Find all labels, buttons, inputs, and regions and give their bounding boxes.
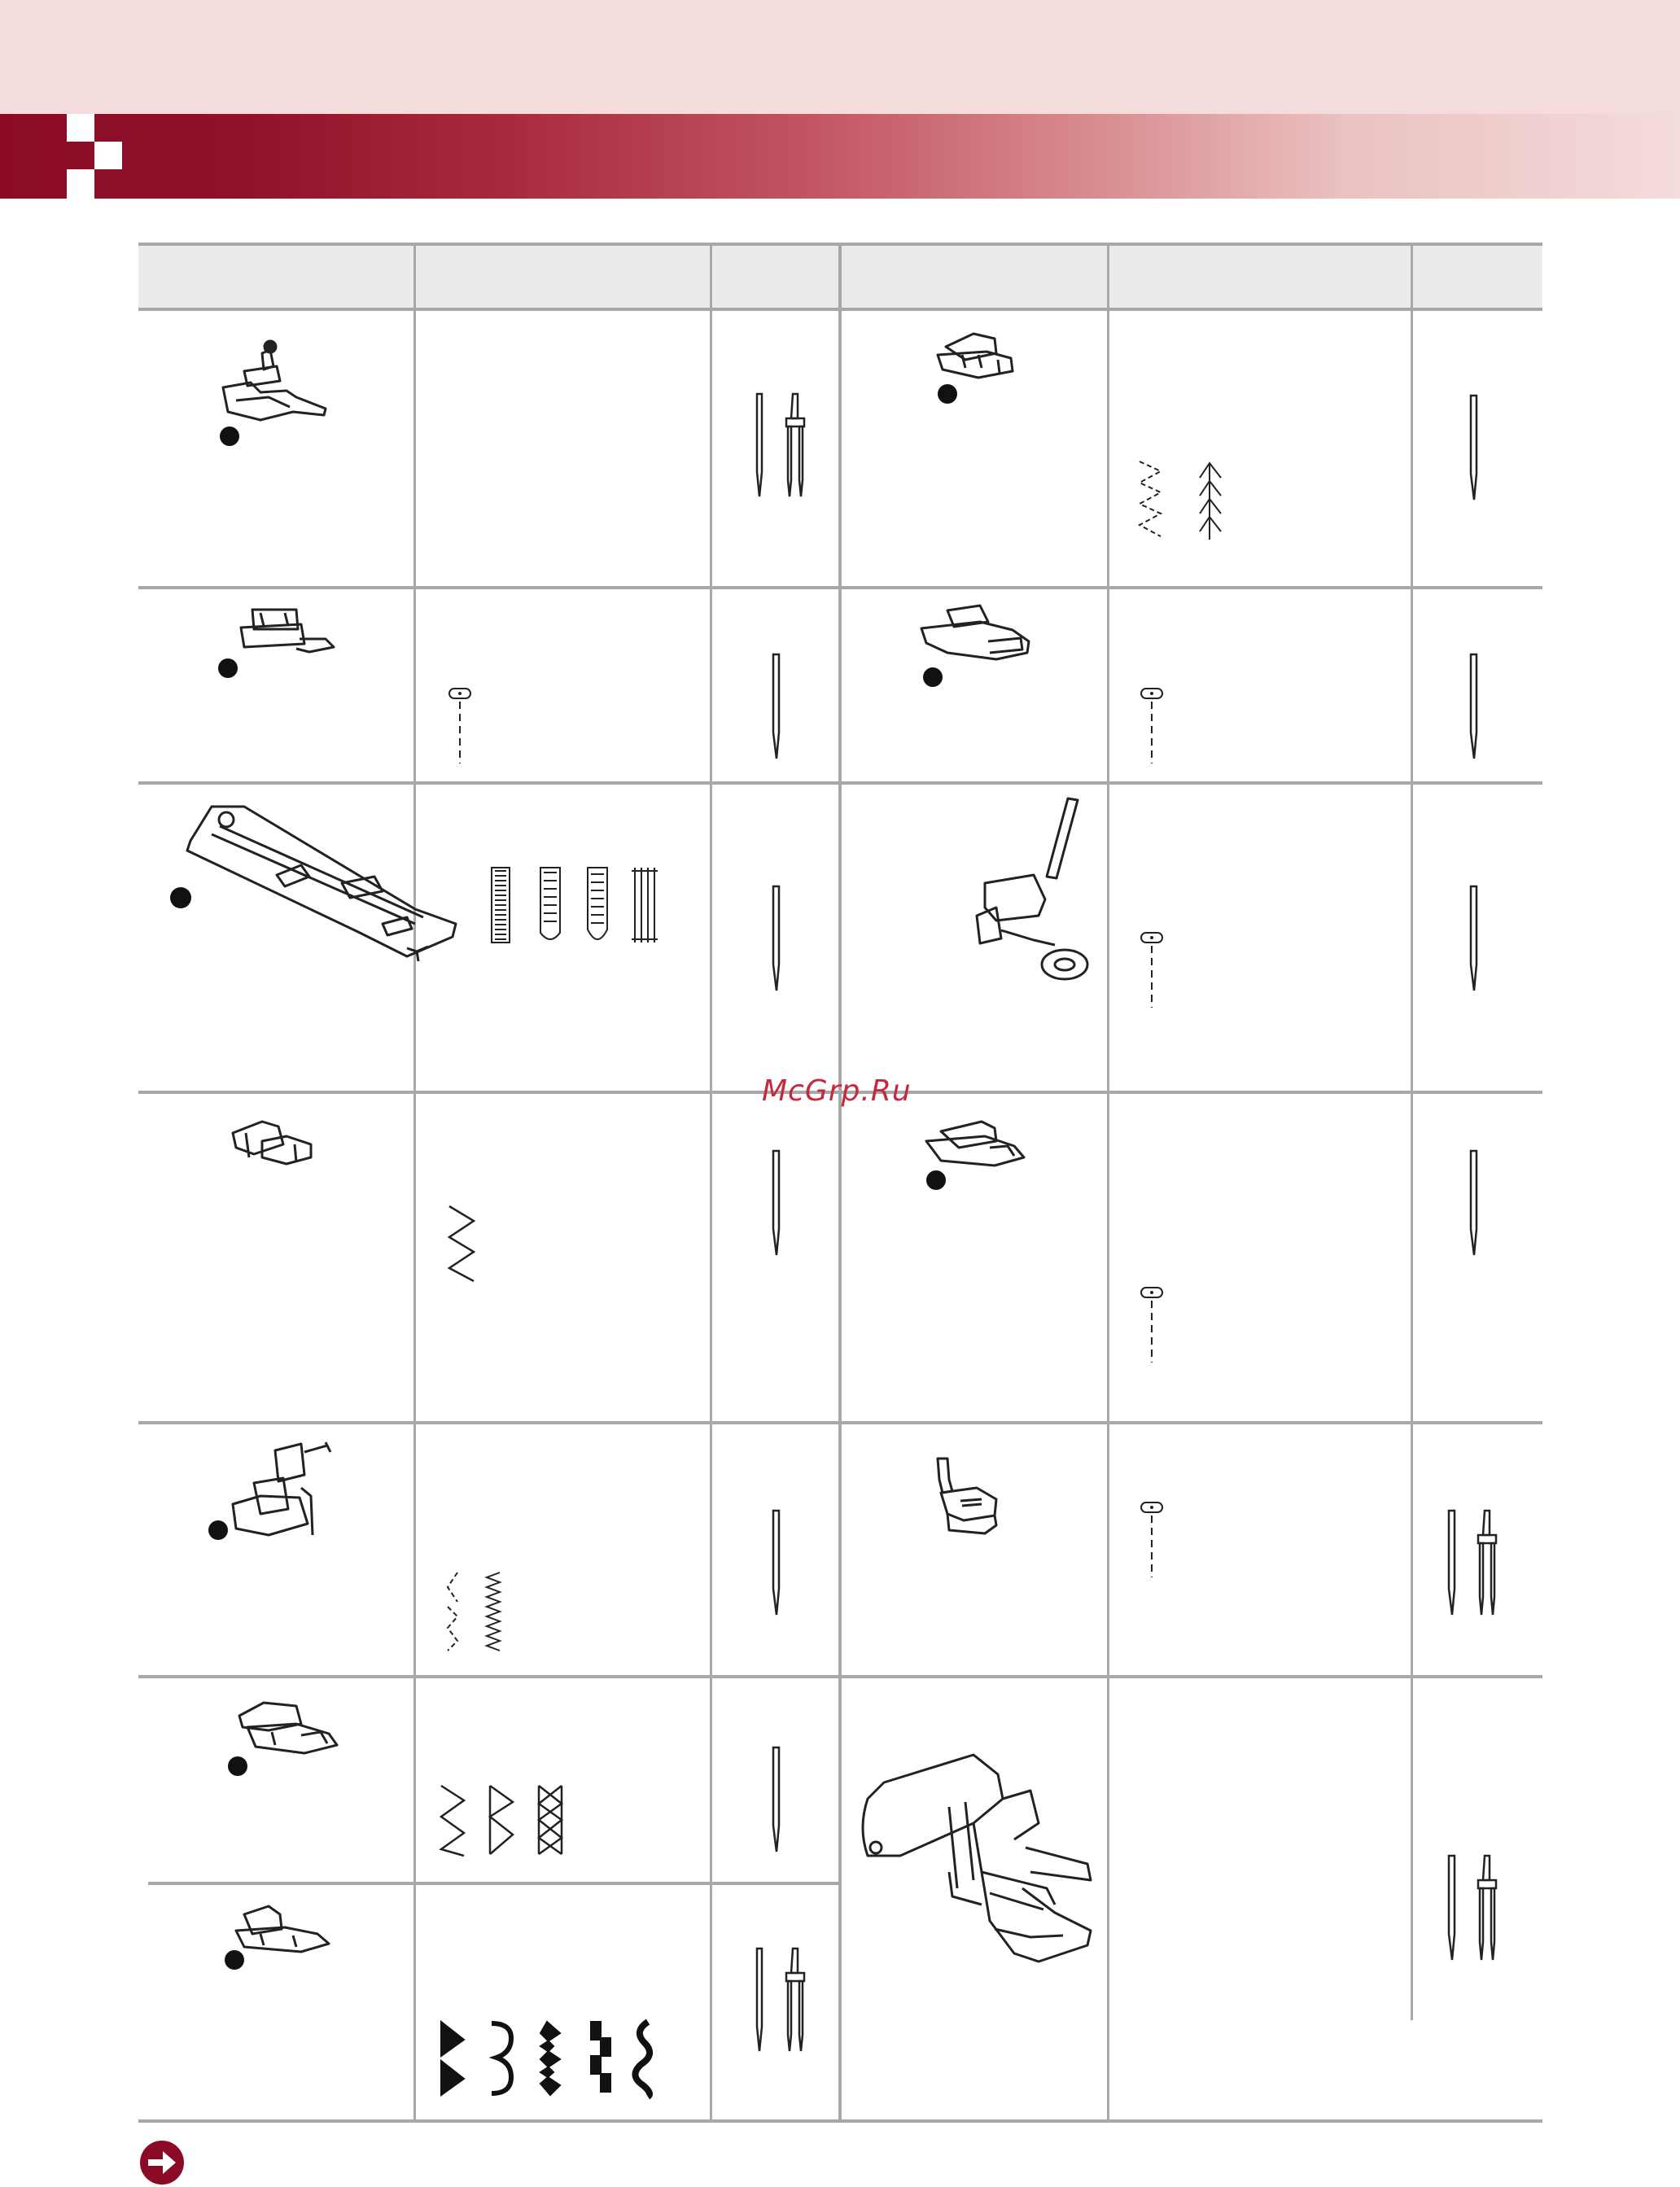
needle-icon [768, 883, 785, 993]
presser-foot-icon [223, 1699, 345, 1777]
needle-icon [768, 1507, 785, 1617]
needle-icon [1444, 1852, 1460, 1962]
presser-foot-icon [915, 602, 1037, 692]
watermark: McGrp.Ru [762, 1074, 912, 1108]
needle-icon [1466, 651, 1482, 761]
table-rule [1411, 243, 1413, 2020]
presser-foot-icon [220, 1903, 334, 1976]
needle-icon [1444, 1507, 1460, 1617]
straight-stitch-icon [1138, 1286, 1170, 1364]
table-rule [148, 1882, 839, 1885]
zigzag-stitch-icon [446, 1205, 479, 1283]
walking-foot-icon [851, 1750, 1096, 1978]
needle-icon [768, 1148, 785, 1258]
logo-square [94, 142, 122, 169]
table-rule [413, 243, 416, 2121]
arrow-right-circle-icon[interactable] [138, 2139, 186, 2186]
needle-icon [768, 1744, 785, 1854]
logo-square [67, 169, 94, 199]
presser-foot-icon [917, 1112, 1030, 1201]
twin-needle-icon [749, 1945, 814, 2059]
presser-foot-icon [203, 1439, 342, 1545]
needle-icon [1466, 392, 1482, 502]
needle-icon [1466, 1148, 1482, 1258]
top-band [0, 0, 1680, 114]
twin-needle-icon [1473, 1507, 1506, 1621]
title-bar [0, 114, 1680, 199]
overcast-stitch-icon [443, 1571, 516, 1652]
logo-square [67, 114, 94, 142]
straight-stitch-icon [446, 687, 479, 765]
straight-stitch-icon [1138, 931, 1170, 1009]
twin-needle-icon [749, 391, 814, 505]
presser-foot-icon [930, 330, 1027, 404]
buttonhole-stitch-icon [485, 864, 664, 946]
satin-stitch-icon [440, 2019, 667, 2098]
table-rule [1107, 243, 1109, 2121]
presser-foot-icon [212, 334, 334, 448]
zipper-foot-icon [928, 1455, 1017, 1545]
needle-icon [1466, 883, 1482, 993]
three-step-zigzag-icon [438, 1784, 568, 1857]
presser-foot-icon [230, 1117, 319, 1175]
buttonhole-foot-icon [163, 802, 464, 997]
straight-stitch-icon [1138, 1501, 1170, 1579]
needle-icon [768, 651, 785, 761]
blindhem-stitch-icon [1136, 460, 1234, 541]
table-rule [710, 243, 712, 2121]
straight-stitch-icon [1138, 687, 1170, 765]
twin-needle-icon [1473, 1852, 1506, 1966]
darning-foot-icon [960, 794, 1091, 985]
presser-foot-icon [212, 606, 342, 688]
table-rule [838, 243, 842, 2121]
